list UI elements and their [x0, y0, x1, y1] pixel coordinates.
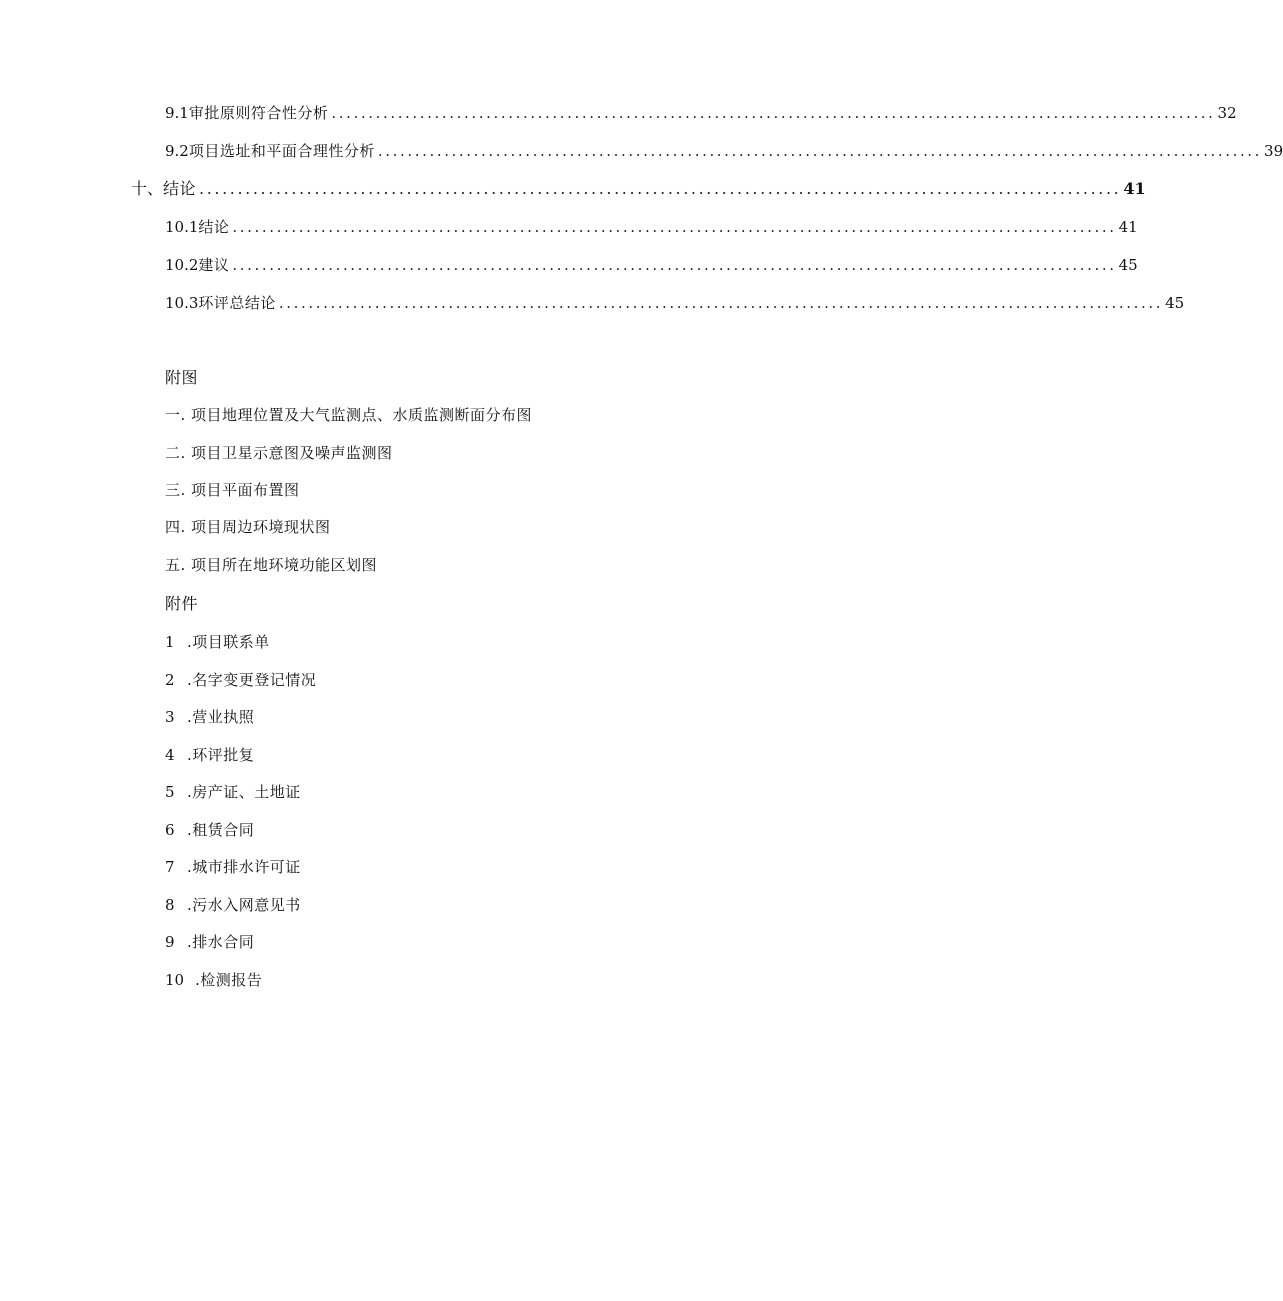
- attachment-number: 7: [165, 858, 175, 876]
- toc-entry-10-1[interactable]: [165, 217, 1138, 237]
- toc-number: 十、: [131, 179, 164, 198]
- attachment-text: .项目联系单: [187, 633, 270, 651]
- dot-leader: ........................................................................................................................: [199, 179, 1122, 198]
- toc-entry-9-1[interactable]: [165, 103, 1237, 123]
- attachment-number: 1: [165, 633, 175, 651]
- toc-title: 项目选址和平面合理性分析: [188, 142, 375, 160]
- toc-page-number: 41: [1118, 218, 1138, 236]
- toc-number: 10.1: [165, 218, 199, 236]
- toc-number: 9.2: [165, 142, 189, 160]
- toc-entry-10-2[interactable]: [165, 255, 1138, 275]
- toc-title: 审批原则符合性分析: [188, 104, 329, 122]
- attachment-text: .城市排水许可证: [187, 858, 301, 876]
- attachments-heading: 附件: [165, 594, 199, 613]
- attachment-text: .检测报告: [195, 971, 263, 989]
- attachment-item: [165, 820, 254, 840]
- toc-page-number: 45: [1165, 294, 1185, 312]
- toc-number: 10.2: [165, 256, 199, 274]
- attachment-text: .营业执照: [187, 708, 255, 726]
- attachment-item: [165, 857, 301, 877]
- figure-item: 二. 项目卫星示意图及噪声监测图: [165, 444, 393, 462]
- dot-leader: ........................................................................................................................: [278, 294, 1164, 312]
- attachment-item: [165, 632, 270, 652]
- attachment-number: 8: [165, 896, 175, 914]
- figure-item: 一. 项目地理位置及大气监测点、水质监测断面分布图: [165, 406, 533, 424]
- attachment-item: [165, 707, 254, 727]
- toc-entry-10-3[interactable]: [165, 293, 1185, 313]
- toc-number: 9.1: [165, 104, 189, 122]
- attachment-number: 2: [165, 671, 175, 689]
- toc-title: 建议: [198, 256, 230, 274]
- figure-item: 五. 项目所在地环境功能区划图: [165, 556, 378, 574]
- toc-title: 环评总结论: [198, 294, 276, 312]
- attachment-item: [165, 782, 301, 802]
- attachment-number: 5: [165, 783, 175, 801]
- figures-heading: 附图: [165, 368, 199, 387]
- dot-leader: ........................................................................................................................: [232, 218, 1117, 236]
- toc-page-number: 39: [1264, 142, 1283, 160]
- attachment-item: [165, 970, 262, 990]
- attachment-number: 9: [165, 933, 175, 951]
- attachment-item: [165, 895, 301, 915]
- attachment-item: [165, 670, 316, 690]
- toc-title: 结论: [198, 218, 230, 236]
- toc-number: 10.3: [165, 294, 199, 312]
- attachment-text: .污水入网意见书: [187, 896, 301, 914]
- attachment-number: 6: [165, 821, 175, 839]
- toc-page-number: 41: [1123, 179, 1146, 198]
- attachment-number: 3: [165, 708, 175, 726]
- attachment-item: [165, 932, 254, 952]
- toc-page-number: 32: [1217, 104, 1237, 122]
- figure-item: 三. 项目平面布置图: [165, 481, 300, 499]
- toc-entry-chapter-10[interactable]: [131, 179, 1146, 199]
- figure-item: 四. 项目周边环境现状图: [165, 518, 331, 536]
- attachment-text: .排水合同: [187, 933, 255, 951]
- attachment-text: .房产证、土地证: [187, 783, 301, 801]
- attachment-text: .租赁合同: [187, 821, 255, 839]
- toc-entry-9-2[interactable]: [165, 141, 1283, 161]
- toc-title: 结论: [163, 179, 197, 198]
- attachment-text: .名字变更登记情况: [187, 671, 317, 689]
- dot-leader: ........................................................................................................................: [331, 104, 1216, 122]
- dot-leader: ........................................................................................................................: [232, 256, 1117, 274]
- attachment-text: .环评批复: [187, 746, 255, 764]
- dot-leader: ........................................................................................................................: [377, 142, 1263, 160]
- attachment-number: 4: [165, 746, 175, 764]
- toc-page-number: 45: [1118, 256, 1138, 274]
- attachment-number: 10: [165, 971, 185, 989]
- attachment-item: [165, 745, 254, 765]
